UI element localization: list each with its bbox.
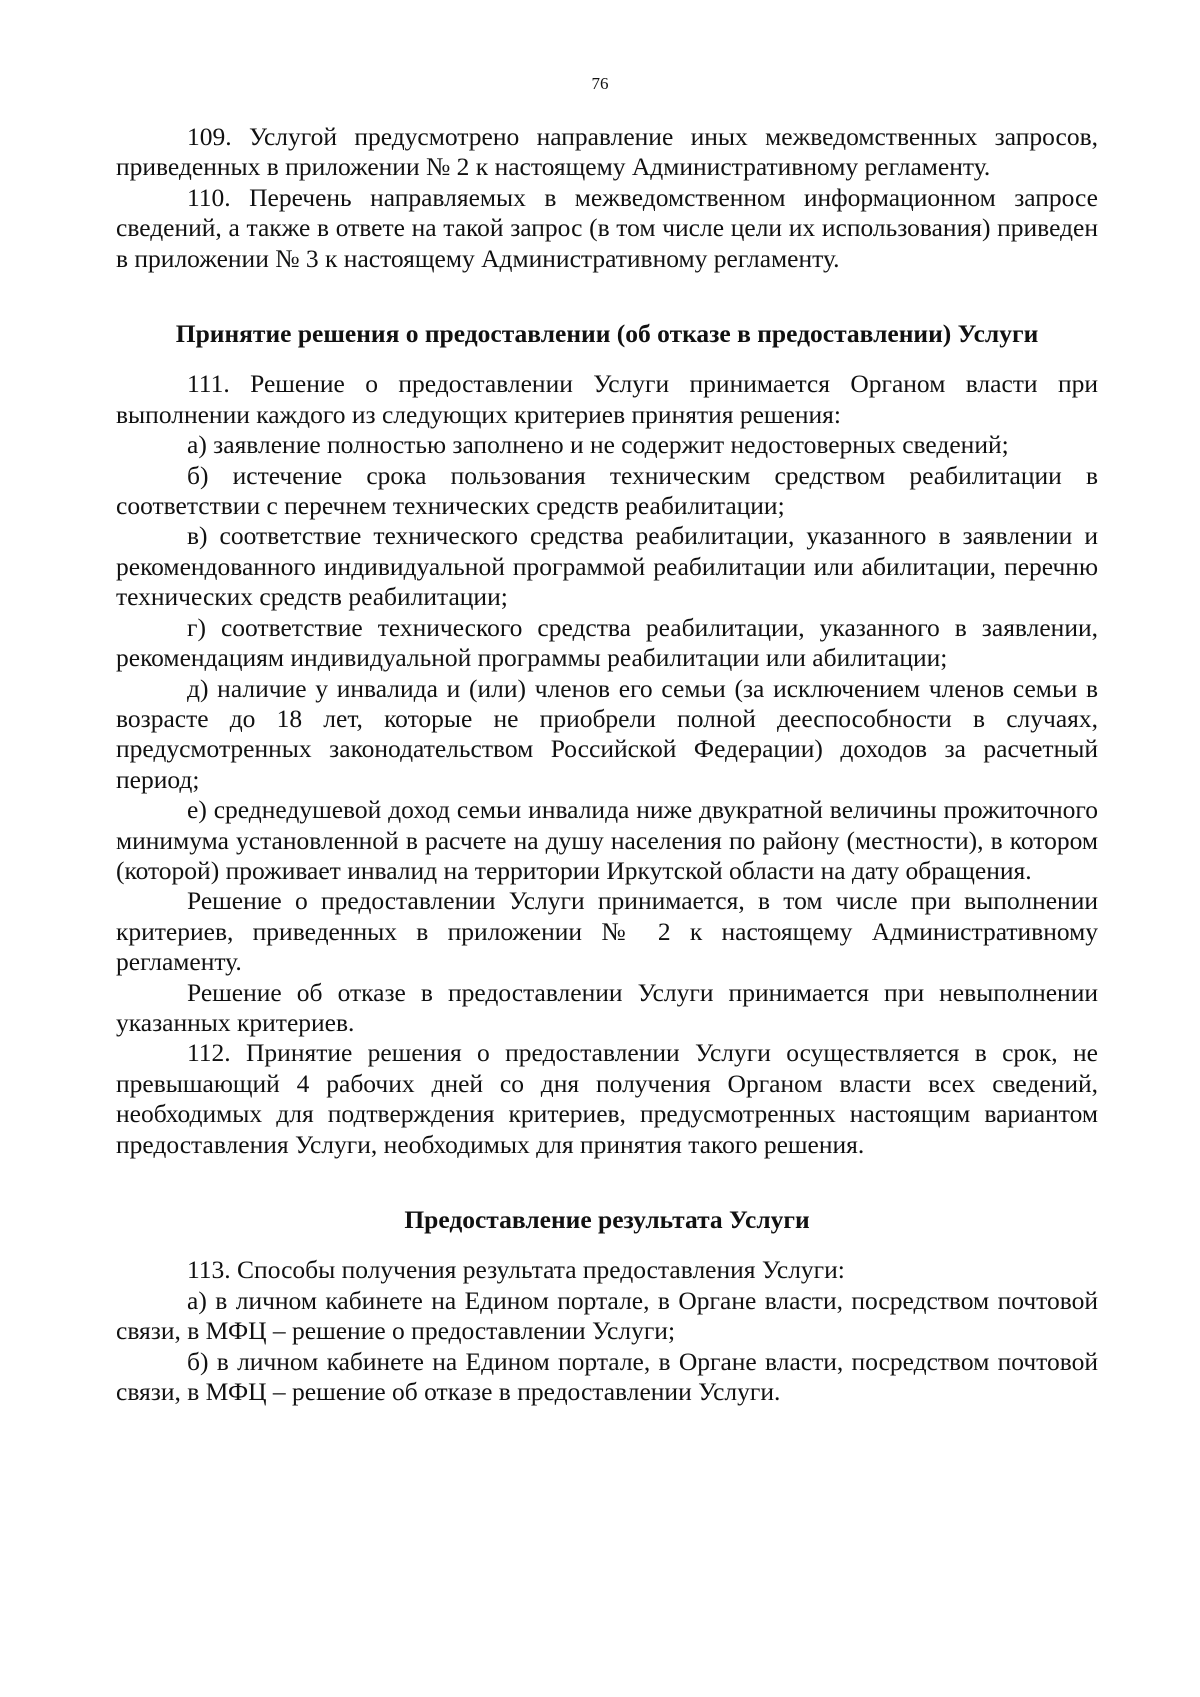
paragraph-110: 110. Перечень направляемых в межведомственном информационном запросе сведений, а также в ответе на такой запрос (в том числе цели их использования) приведен в приложении № 3 к настоящему Административному регламенту. — [116, 182, 1098, 273]
criterion-b: б) истечение срока пользования техническим средством реабилитации в соответствии с перечнем технических средств реабилитации; — [116, 460, 1098, 521]
page-number: 76 — [591, 74, 609, 93]
criterion-g: г) соответствие технического средства реабилитации, указанного в заявлении, рекомендациям индивидуальной программы реабилитации или абилитации; — [116, 612, 1098, 673]
result-method-a: а) в личном кабинете на Едином портале, в Органе власти, посредством почтовой связи, в МФЦ – решение о предоставлении Услуги; — [116, 1285, 1098, 1346]
document-body — [116, 122, 1098, 1407]
spacer — [116, 349, 1098, 369]
criterion-d: д) наличие у инвалида и (или) членов его семьи (за исключением членов семьи в возрасте до 18 лет, которые не приобрели полной дееспособности в случаях, предусмотренных законодательством Российской Федерации) доходов за расчетный период; — [116, 673, 1098, 794]
spacer — [116, 1160, 1098, 1205]
paragraph-decision-granted: Решение о предоставлении Услуги принимается, в том числе при выполнении критериев, приведенных в приложении № 2 к настоящему Административному регламенту. — [116, 886, 1098, 977]
paragraph-112: 112. Принятие решения о предоставлении Услуги осуществляется в срок, не превышающий 4 рабочих дней со дня получения Органом власти всех сведений, необходимых для подтверждения критериев, предусмотренных настоящим вариантом предоставления Услуги, необходимых для принятия такого решения. — [116, 1038, 1098, 1159]
section-heading-decision: Принятие решения о предоставлении (об отказе в предоставлении) Услуги — [175, 319, 1039, 349]
paragraph-111: 111. Решение о предоставлении Услуги принимается Органом власти при выполнении каждого из следующих критериев принятия решения: — [116, 369, 1098, 429]
criterion-v: в) соответствие технического средства реабилитации, указанного в заявлении и рекомендованного индивидуальной программой реабилитации или абилитации, перечню технических средств реабилитации; — [116, 521, 1098, 612]
section-heading-result: Предоставление результата Услуги — [404, 1205, 810, 1234]
spacer — [116, 1235, 1098, 1255]
spacer — [116, 274, 1098, 319]
result-method-b: б) в личном кабинете на Едином портале, в Органе власти, посредством почтовой связи, в МФЦ – решение об отказе в предоставлении Услуги. — [116, 1346, 1098, 1407]
criterion-e: е) среднедушевой доход семьи инвалида ниже двукратной величины прожиточного минимума установленной в расчете на душу населения по району (местности), в котором (которой) проживает инвалид на территории Иркутской области на дату обращения. — [116, 795, 1098, 885]
paragraph-113: 113. Способы получения результата предоставления Услуги: — [187, 1255, 845, 1285]
paragraph-109: 109. Услугой предусмотрено направление иных межведомственных запросов, приведенных в приложении № 2 к настоящему Административному регламенту. — [116, 122, 1098, 182]
criterion-a: а) заявление полностью заполнено и не содержит недостоверных сведений; — [187, 430, 1009, 460]
paragraph-decision-refused: Решение об отказе в предоставлении Услуги принимается при невыполнении указанных критериев. — [116, 977, 1098, 1037]
